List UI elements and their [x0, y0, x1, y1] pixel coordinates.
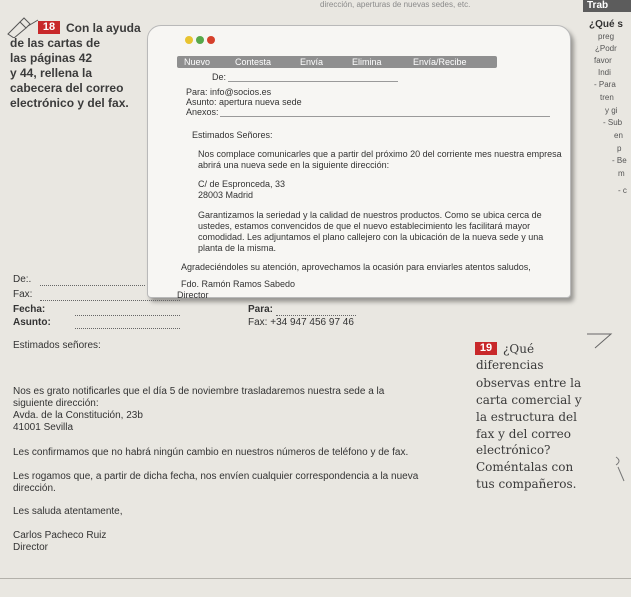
email-body-line: Nos complace comunicarles que a partir del próximo 20 del corriente mes nuestra empresa: [198, 149, 562, 159]
margin-text: - Be: [612, 156, 627, 165]
pencil-icon: [6, 16, 40, 38]
email-window: [147, 25, 571, 298]
fax-page-edge: [0, 578, 631, 579]
instruction-line: cabecera del correo: [10, 81, 124, 95]
margin-text: p: [617, 144, 622, 153]
email-address-line: C/ de Espronceda, 33: [198, 179, 286, 189]
to-field[interactable]: Para: info@socios.es: [186, 87, 272, 97]
question-line: ¿Qué: [503, 342, 535, 356]
email-body-line: ustedes, estamos convencidos de que el nuevo establecimiento les facilitará mayor: [198, 221, 531, 231]
fax-from-label: De:.: [13, 274, 32, 285]
email-address-line: 28003 Madrid: [198, 190, 254, 200]
margin-text: m: [618, 169, 625, 178]
email-body-line: Garantizamos la seriedad y la calidad de nuestros productos. Como se ubica cerca de: [198, 210, 542, 220]
fax-body-line: siguiente dirección:: [13, 398, 99, 409]
question-line: observas entre la: [476, 376, 582, 390]
fax-number-label: Fax:: [13, 289, 33, 300]
fax-body-line: dirección.: [13, 483, 56, 494]
margin-text: preg: [598, 32, 615, 41]
question-line: electrónico?: [476, 443, 551, 457]
fax-signature-line: Carlos Pacheco Ruiz: [13, 530, 107, 541]
subject-field[interactable]: Asunto: apertura nueva sede: [186, 97, 302, 107]
fax-signature-line: Director: [13, 542, 49, 553]
question-line: diferencias: [476, 358, 544, 372]
margin-text: favor: [594, 56, 612, 65]
question-line: fax y del correo: [476, 427, 571, 441]
fax-closing: Les saluda atentamente,: [13, 506, 123, 517]
instruction-line: de las cartas de: [10, 36, 101, 50]
instruction-line: Con la ayuda: [66, 21, 141, 35]
attachments-label: Anexos:: [186, 107, 219, 117]
exercise-number-badge: 18: [38, 21, 60, 34]
margin-text: ¿Podr: [595, 44, 617, 53]
fax-to-field[interactable]: [276, 315, 356, 316]
margin-text: - Para: [594, 80, 616, 89]
email-body-line: abrirá una nueva sede en la siguiente dirección:: [198, 160, 390, 170]
margin-text: y gi: [605, 106, 618, 115]
window-dot-red[interactable]: [207, 36, 215, 44]
email-toolbar: [177, 56, 497, 68]
fax-subject-label: Asunto:: [13, 317, 51, 328]
fax-greeting: Estimados señores:: [13, 340, 101, 351]
question-line: carta comercial y: [476, 393, 582, 407]
section-tab: Trab: [583, 0, 631, 12]
send-button[interactable]: Envía: [300, 57, 324, 67]
margin-text: ¿Qué s: [589, 19, 623, 30]
fax-body-line: Les rogamos que, a partir de dicha fecha, nos envíen cualquier correspondencia a la nueva: [13, 471, 419, 482]
fax-date-label: Fecha:: [13, 304, 46, 315]
margin-text: tren: [600, 93, 614, 102]
question-line: tus compañeros.: [476, 477, 577, 491]
fax-to-label: Para:: [248, 304, 274, 315]
email-body-line: Agradeciéndoles su atención, aprovechamos la ocasión para enviarles atentos saludos,: [181, 262, 531, 272]
question-line: Coméntalas con: [476, 460, 574, 474]
email-body-line: comodidad. Les adjuntamos el plano callejero con la ubicación de la nueva sede y una: [198, 232, 544, 242]
window-dot-yellow[interactable]: [185, 36, 193, 44]
attachments-field[interactable]: [220, 116, 550, 117]
email-greeting: Estimados Señores:: [192, 130, 273, 140]
exercise-number-badge: 19: [475, 342, 497, 355]
instruction-line: electrónico y del fax.: [10, 96, 129, 110]
fax-body-line: Nos es grato notificarles que el día 5 de noviembre trasladaremos nuestra sede a la: [13, 386, 385, 397]
window-dot-green[interactable]: [196, 36, 204, 44]
fax-address-line: Avda. de la Constitución, 23b: [13, 410, 143, 421]
new-button[interactable]: Nuevo: [184, 57, 211, 67]
margin-text: - c: [618, 186, 627, 195]
send-receive-button[interactable]: Envía/Recibe: [413, 57, 467, 67]
instruction-line: las páginas 42: [10, 51, 93, 65]
margin-text: en: [614, 131, 623, 140]
fax-subject-field[interactable]: [75, 328, 180, 329]
question-line: la estructura del: [476, 410, 577, 424]
fax-body-line: Les confirmamos que no habrá ningún cambio en nuestros números de teléfono y de fax.: [13, 447, 409, 458]
fax-address-line: 41001 Sevilla: [13, 422, 74, 433]
fax-date-field[interactable]: [75, 315, 180, 316]
from-field[interactable]: [228, 81, 398, 82]
email-signature-line: Director: [177, 290, 209, 300]
top-caption: dirección, aperturas de nuevas sedes, etc.: [320, 0, 471, 9]
delete-button[interactable]: Elimina: [352, 57, 382, 67]
figure-sketch-icon: [608, 455, 628, 485]
fax-from-field[interactable]: [40, 285, 145, 286]
margin-text: Indi: [598, 68, 611, 77]
fax-number-field[interactable]: [40, 300, 180, 301]
fax-recipient-number: Fax: +34 947 456 97 46: [248, 317, 354, 328]
pencil-sketch-icon: [585, 330, 615, 350]
email-signature-line: Fdo. Ramón Ramos Sabedo: [181, 279, 296, 289]
from-label: De:: [212, 72, 227, 82]
email-body-line: planta de la misma.: [198, 243, 277, 253]
reply-button[interactable]: Contesta: [235, 57, 272, 67]
instruction-line: y 44, rellena la: [10, 66, 93, 80]
margin-text: - Sub: [603, 118, 623, 127]
